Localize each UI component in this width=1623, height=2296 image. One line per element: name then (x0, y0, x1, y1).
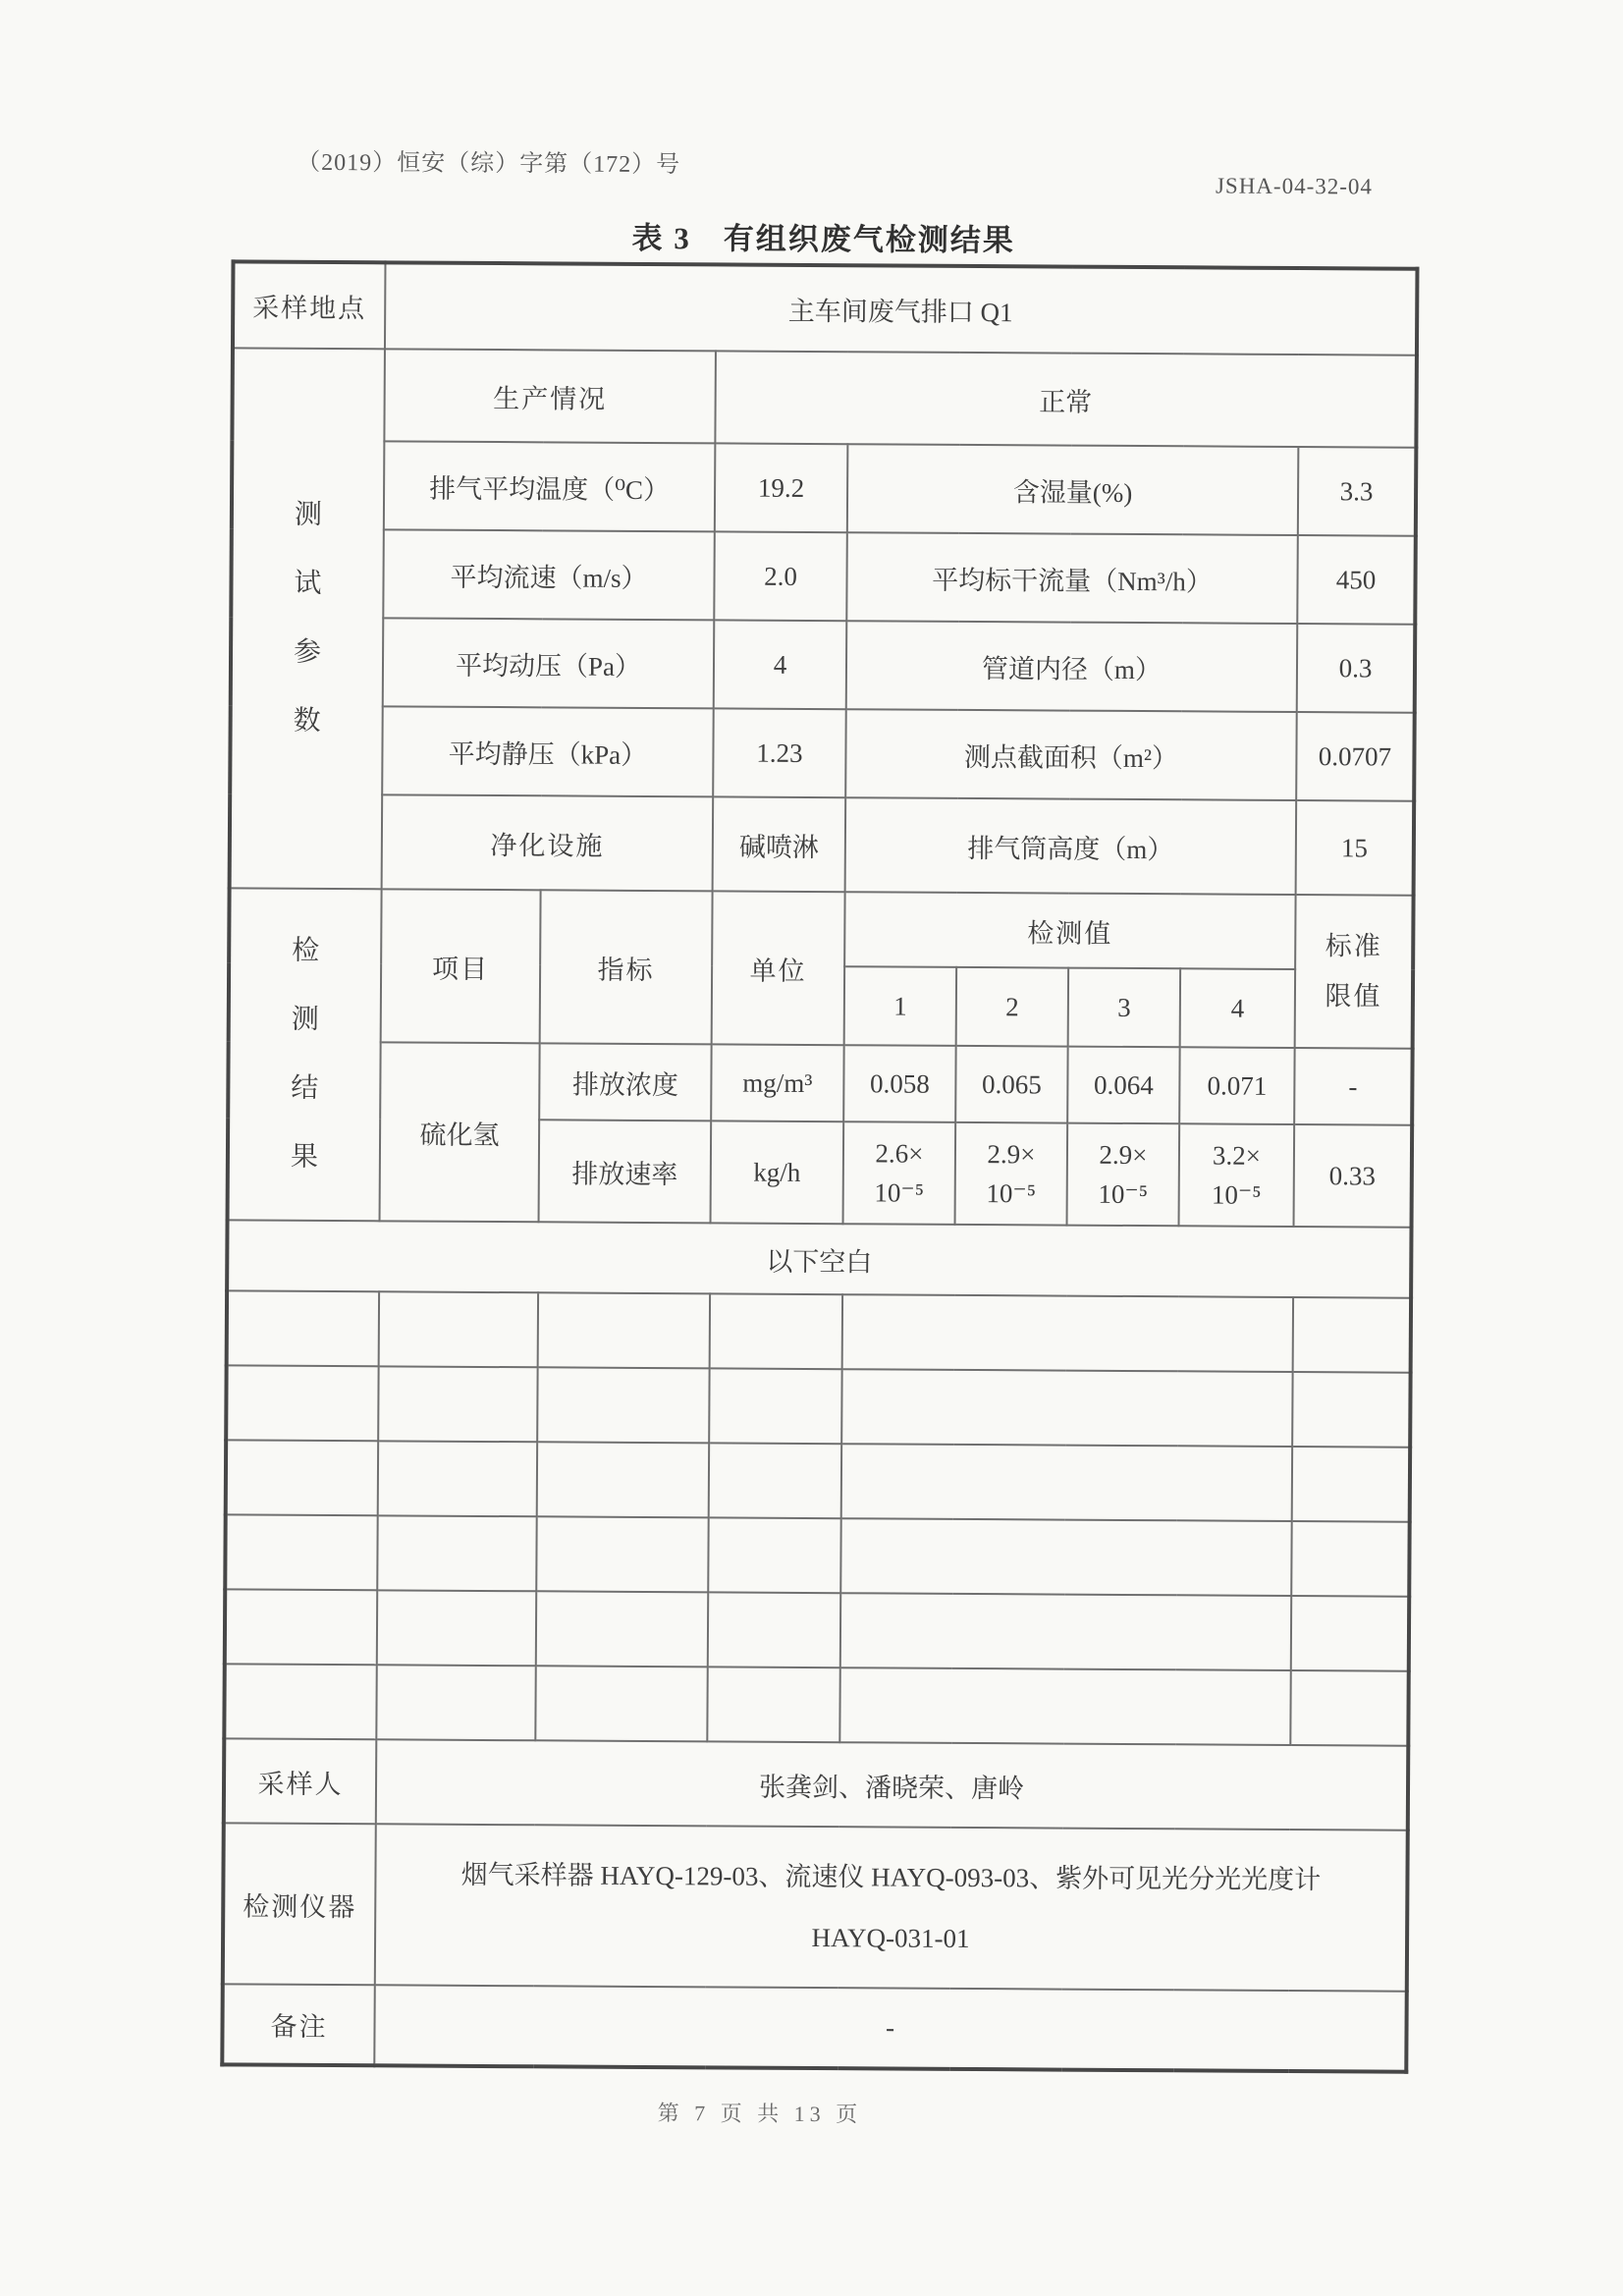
waste-gas-results-table (220, 259, 1419, 2073)
empty-cell (536, 1516, 708, 1592)
result-value: 0.064 (1067, 1047, 1179, 1124)
col-header-item: 项目 (381, 889, 541, 1043)
empty-cell (842, 1294, 1293, 1372)
empty-cell (376, 1665, 535, 1740)
param-label: 管道内径（m） (846, 621, 1298, 712)
param-value: 19.2 (715, 443, 848, 532)
param-value: 1.23 (713, 708, 846, 797)
empty-cell (535, 1666, 707, 1741)
param-label: 平均流速（m/s） (383, 529, 715, 620)
param-label: 净化设施 (382, 794, 714, 891)
empty-cell (1290, 1670, 1408, 1746)
empty-cell (840, 1593, 1291, 1670)
param-value: 15 (1296, 800, 1415, 896)
form-code: JSHA-04-32-04 (1215, 173, 1374, 199)
empty-cell (839, 1667, 1290, 1745)
col-header-value-4: 4 (1180, 968, 1295, 1048)
empty-cell (1291, 1596, 1409, 1671)
empty-cell (378, 1366, 537, 1442)
result-value: 2.9× 10⁻⁵ (955, 1122, 1068, 1226)
empty-row (226, 1365, 1410, 1447)
result-value: 2.9× 10⁻⁵ (1067, 1123, 1180, 1227)
empty-cell (1292, 1447, 1410, 1522)
result-limit: - (1294, 1048, 1412, 1125)
empty-cell (537, 1442, 709, 1517)
production-status-value: 正常 (715, 351, 1417, 447)
empty-cell (709, 1368, 841, 1444)
table-row (231, 617, 1416, 712)
empty-row (224, 1664, 1408, 1745)
instruments-label: 检测仪器 (223, 1823, 376, 1985)
result-indicator: 排放速率 (539, 1120, 712, 1223)
table-title: 表 3 有组织废气检测结果 (631, 220, 1015, 258)
blank-below-note: 以下空白 (227, 1220, 1411, 1297)
empty-cell (1292, 1372, 1410, 1448)
empty-row (227, 1290, 1411, 1372)
param-value: 4 (714, 620, 847, 709)
table-row (223, 1823, 1408, 1991)
param-value: 碱喷淋 (713, 796, 846, 892)
param-label: 平均标干流量（Nm³/h） (846, 532, 1298, 624)
result-value: 2.6× 10⁻⁵ (843, 1121, 956, 1225)
table-row (232, 348, 1417, 447)
section-results-label: 检测结果 (290, 935, 320, 1173)
param-label: 含湿量(%) (847, 444, 1299, 535)
remarks-value: - (374, 1985, 1406, 2071)
col-header-values-group: 检测值 (844, 892, 1295, 969)
empty-cell (709, 1443, 841, 1518)
result-indicator: 排放浓度 (539, 1043, 711, 1121)
empty-cell (224, 1664, 376, 1739)
empty-cell (710, 1293, 842, 1369)
result-value: 0.058 (843, 1045, 955, 1122)
col-header-unit: 单位 (712, 891, 845, 1045)
table-row (230, 705, 1415, 800)
result-limit: 0.33 (1294, 1124, 1413, 1228)
empty-cell (841, 1369, 1292, 1447)
table-row (230, 793, 1415, 895)
page-number: 第 7 页 共 13 页 (657, 2101, 863, 2127)
result-value: 3.2× 10⁻⁵ (1179, 1123, 1295, 1227)
param-label: 平均静压（kPa） (382, 706, 714, 796)
param-value: 0.0707 (1296, 712, 1415, 801)
empty-cell (538, 1292, 710, 1368)
empty-row (225, 1589, 1409, 1670)
instruments-value: 烟气采样器 HAYQ-129-03、流速仪 HAYQ-093-03、紫外可见光分光光度计 HAYQ-031-01 (375, 1824, 1408, 1991)
empty-cell (708, 1517, 840, 1593)
section-test-params (230, 348, 385, 889)
param-label: 平均动压（Pa） (383, 618, 715, 708)
table-row (233, 261, 1418, 355)
col-header-indicator: 指标 (540, 890, 713, 1044)
sampling-location-label: 采样地点 (233, 261, 386, 349)
production-status-label: 生产情况 (384, 349, 716, 443)
empty-cell (377, 1590, 536, 1666)
empty-cell (1291, 1521, 1409, 1597)
col-header-value-3: 3 (1068, 968, 1180, 1048)
table-row (227, 1220, 1411, 1297)
document-number: （2019）恒安（综）字第（172）号 (297, 149, 681, 179)
section-test-params-label: 测试参数 (293, 499, 323, 737)
param-label: 测点截面积（m²） (845, 709, 1297, 800)
param-value: 2.0 (714, 531, 847, 621)
empty-cell (377, 1515, 536, 1591)
empty-cell (536, 1591, 708, 1667)
empty-cell (378, 1441, 537, 1516)
table-row (232, 440, 1417, 535)
empty-row (225, 1514, 1409, 1596)
result-unit: mg/m³ (711, 1044, 843, 1121)
empty-row (226, 1440, 1410, 1521)
empty-cell (840, 1518, 1291, 1596)
empty-cell (226, 1440, 378, 1515)
empty-cell (707, 1667, 839, 1742)
empty-cell (225, 1514, 377, 1590)
empty-cell (841, 1444, 1292, 1521)
empty-cell (227, 1290, 379, 1366)
remarks-label: 备注 (222, 1984, 374, 2065)
section-results (228, 888, 382, 1221)
sampling-location-value: 主车间废气排口 Q1 (385, 262, 1418, 355)
empty-cell (225, 1589, 377, 1665)
table-row (231, 528, 1416, 624)
table-row (224, 1738, 1409, 1830)
result-value: 0.065 (955, 1046, 1067, 1123)
result-value: 0.071 (1179, 1047, 1294, 1124)
empty-cell (1293, 1297, 1411, 1373)
col-header-value-2: 2 (956, 967, 1068, 1047)
param-label: 排气平均温度（⁰C） (384, 441, 716, 531)
sampler-label: 采样人 (224, 1738, 377, 1824)
param-label: 排气筒高度（m） (845, 797, 1297, 895)
param-value: 3.3 (1298, 447, 1417, 536)
param-value: 450 (1297, 535, 1416, 625)
table-row (229, 888, 1413, 969)
result-unit: kg/h (711, 1121, 844, 1224)
param-value: 0.3 (1297, 624, 1416, 713)
empty-cell (379, 1291, 538, 1367)
sampler-value: 张龚剑、潘晓荣、唐岭 (376, 1739, 1409, 1830)
col-header-value-1: 1 (844, 966, 956, 1046)
table-row (228, 1041, 1412, 1124)
empty-cell (708, 1592, 840, 1667)
result-item: 硫化氢 (380, 1042, 540, 1222)
empty-cell (226, 1365, 378, 1441)
col-header-limit: 标准 限值 (1295, 895, 1414, 1049)
table-row (222, 1984, 1406, 2071)
empty-cell (537, 1367, 709, 1443)
